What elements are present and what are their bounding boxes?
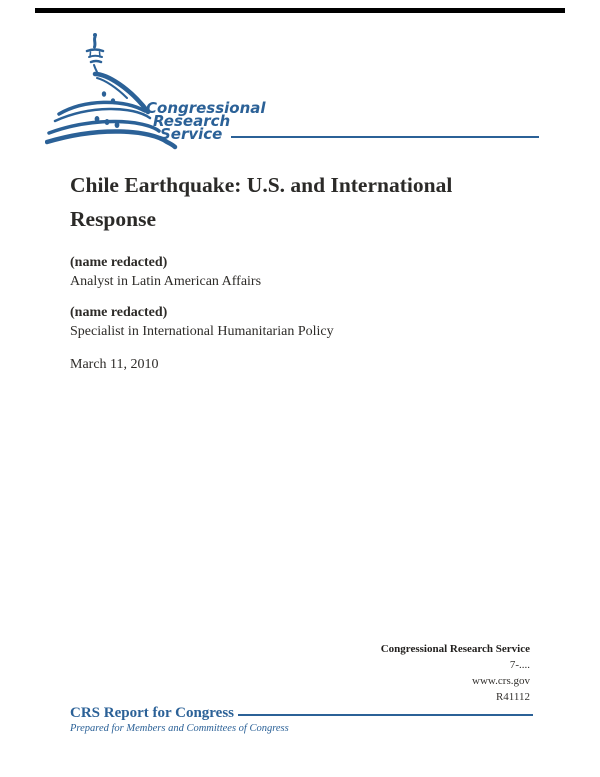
footer-banner-tagline: Prepared for Members and Committees of Congress <box>70 723 289 734</box>
footer-banner-rule <box>238 714 533 716</box>
contact-org: Congressional Research Service <box>380 643 530 655</box>
author-name: (name redacted) <box>70 305 168 320</box>
contact-phone: 7-.... <box>509 659 530 671</box>
contact-block <box>381 641 530 705</box>
contact-website: www.crs.gov <box>472 675 530 687</box>
logo-text-service: Service <box>160 125 223 143</box>
footer-banner-title: CRS Report for Congress <box>70 705 235 721</box>
report-date: March 11, 2010 <box>70 357 159 372</box>
logo-text-congressional: Congressional <box>146 99 266 117</box>
redaction-bar <box>35 8 565 13</box>
report-title: Chile Earthquake: U.S. and International Response <box>70 173 453 231</box>
report-number: R41112 <box>495 691 530 703</box>
logo-rule <box>231 136 539 138</box>
logo-text-research: Research <box>153 112 231 130</box>
author-role: Analyst in Latin American Affairs <box>70 274 262 289</box>
author-role: Specialist in International Humanitarian Policy <box>70 324 334 339</box>
author-name: (name redacted) <box>70 255 168 270</box>
